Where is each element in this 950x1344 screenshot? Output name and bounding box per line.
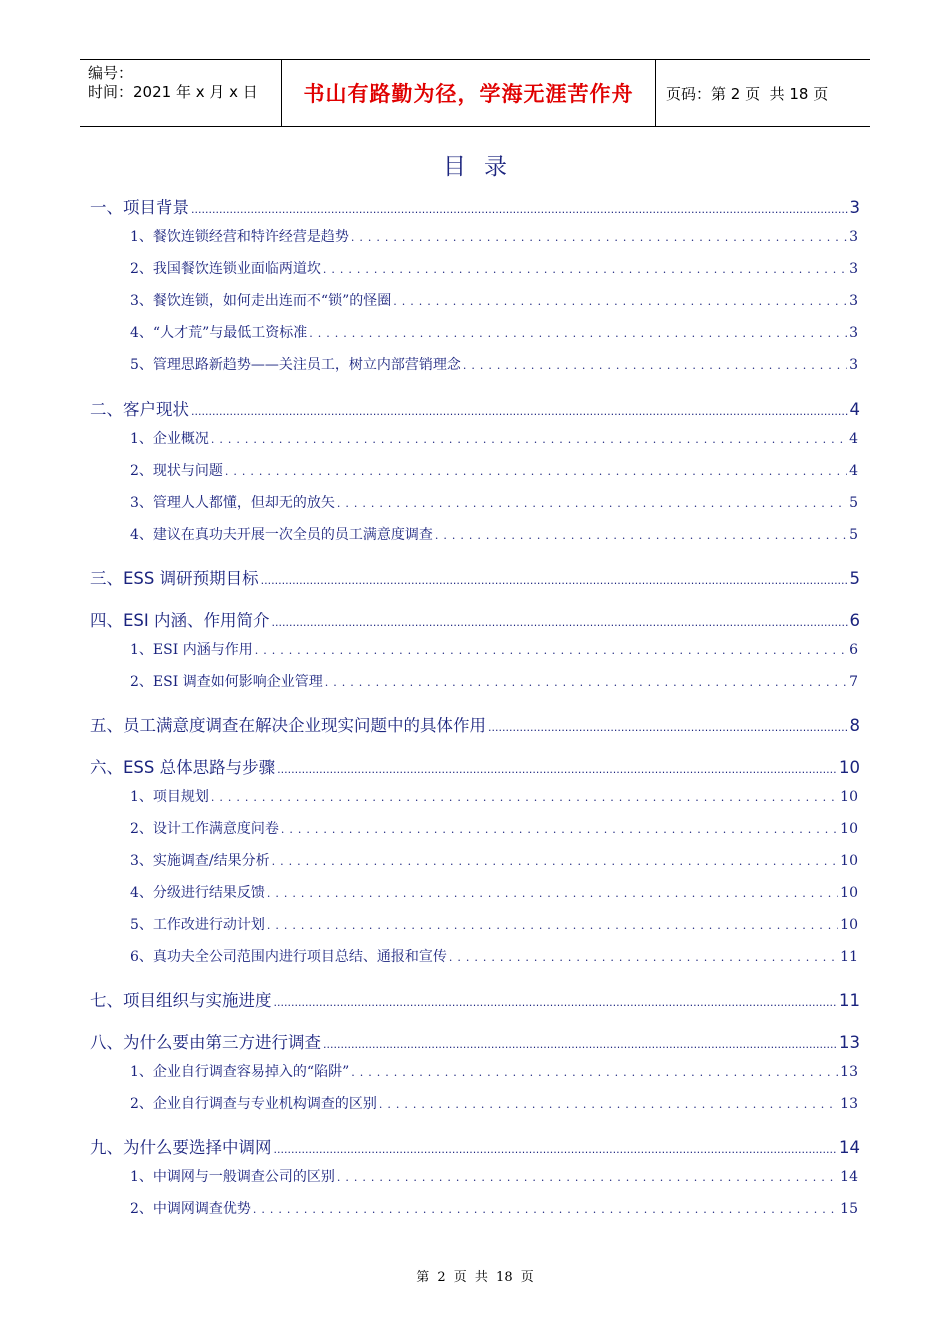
- toc-leader-dots: [272, 611, 848, 630]
- toc-entry-page: 5: [849, 494, 858, 511]
- toc-entry[interactable]: [90, 396, 860, 420]
- toc-leader-dots: [337, 495, 847, 511]
- toc-entry[interactable]: [130, 354, 858, 374]
- header-page-info-cell: [656, 60, 870, 126]
- toc-entry-page: 3: [849, 229, 858, 245]
- toc-leader-dots: [277, 758, 837, 777]
- toc-leader-dots: [463, 357, 847, 373]
- toc-entry-title: 1、ESI 内涵与作用: [130, 641, 253, 658]
- toc-entry-title: 2、现状与问题: [130, 462, 223, 479]
- toc-entry[interactable]: [90, 1029, 860, 1053]
- toc-leader-dots: [191, 400, 848, 419]
- document-date: 时间：2021 年 x 月 x 日: [88, 83, 258, 101]
- toc-entry[interactable]: [90, 607, 860, 631]
- toc-entry[interactable]: [130, 1166, 858, 1186]
- toc-entry-title: 2、我国餐饮连锁业面临两道坎: [130, 261, 321, 277]
- toc-entry-page: 13: [840, 1063, 858, 1080]
- toc-entry-title: 1、餐饮连锁经营和特许经营是趋势: [130, 229, 349, 245]
- toc-entry[interactable]: [90, 754, 860, 778]
- toc-leader-dots: [309, 325, 847, 341]
- toc-entry-page: 14: [840, 1169, 858, 1185]
- toc-entry-title: 4、“人才荒”与最低工资标准: [130, 325, 308, 341]
- toc-entry[interactable]: [90, 987, 860, 1011]
- toc-entry-title: 二、客户现状: [90, 399, 189, 419]
- toc-title: 目录: [443, 154, 525, 180]
- toc-entry-title: 2、中调网调查优势: [130, 1201, 251, 1217]
- toc-entry[interactable]: [90, 1134, 860, 1158]
- toc-entry-page: 13: [839, 1032, 860, 1052]
- toc-entry[interactable]: [130, 671, 858, 691]
- toc-entry[interactable]: [130, 882, 858, 902]
- toc-leader-dots: [325, 674, 847, 690]
- toc-leader-dots: [267, 917, 838, 933]
- toc-leader-dots: [393, 293, 847, 309]
- toc-entry-title: 2、企业自行调查与专业机构调查的区别: [130, 1095, 377, 1112]
- toc-entry-page: 13: [840, 1095, 858, 1112]
- toc-leader-dots: [255, 642, 847, 658]
- toc-entry-page: 6: [849, 641, 858, 658]
- toc-leader-dots: [323, 1033, 837, 1052]
- header-motto: 书山有路勤为径，学海无涯苦作舟: [282, 60, 656, 126]
- toc-entry-title: 九、为什么要选择中调网: [90, 1138, 272, 1157]
- toc-entry[interactable]: [90, 194, 860, 218]
- toc-entry-page: 10: [840, 820, 858, 837]
- toc-leader-dots: [274, 991, 838, 1010]
- toc-entry[interactable]: [130, 290, 858, 310]
- toc-entry-title: 2、ESI 调查如何影响企业管理: [130, 673, 323, 690]
- toc-leader-dots: [253, 1201, 838, 1217]
- toc-entry[interactable]: [130, 818, 858, 838]
- toc-leader-dots: [351, 1064, 838, 1080]
- toc-entry-title: 4、建议在真功夫开展一次全员的员工满意度调查: [130, 526, 433, 543]
- toc-entry-page: 3: [849, 198, 860, 217]
- toc-entry[interactable]: [130, 639, 858, 659]
- toc-entry-page: 4: [849, 399, 860, 419]
- toc-entry[interactable]: [130, 258, 858, 278]
- toc-leader-dots: [281, 821, 838, 837]
- toc-entry-page: 7: [849, 673, 858, 690]
- toc-leader-dots: [488, 716, 848, 735]
- toc-leader-dots: [351, 229, 847, 245]
- toc-entry-page: 10: [840, 852, 858, 869]
- toc-entry-title: 1、企业自行调查容易掉入的“陷阱”: [130, 1063, 350, 1080]
- toc-entry-page: 3: [849, 357, 858, 373]
- toc-entry-title: 2、设计工作满意度问卷: [130, 820, 279, 837]
- toc-entry-page: 15: [840, 1201, 858, 1217]
- toc-leader-dots: [449, 949, 838, 965]
- toc-entry[interactable]: [130, 914, 858, 934]
- toc-entry[interactable]: [130, 428, 858, 448]
- toc-entry-title: 3、餐饮连锁，如何走出连而不“锁”的怪圈: [130, 293, 392, 309]
- toc-leader-dots: [261, 569, 848, 588]
- toc-entry-page: 11: [839, 991, 860, 1010]
- toc-entry-title: 4、分级进行结果反馈: [130, 884, 265, 901]
- toc-entry-title: 六、ESS 总体思路与步骤: [90, 757, 276, 777]
- toc-entry-page: 10: [839, 757, 860, 777]
- toc-entry-title: 3、实施调查/结果分析: [130, 852, 270, 869]
- toc-entry[interactable]: [130, 1093, 858, 1113]
- toc-leader-dots: [211, 789, 838, 805]
- toc-entry-page: 6: [849, 610, 860, 630]
- toc-entry-title: 四、ESI 内涵、作用简介: [90, 610, 270, 630]
- header-left-cell: [80, 60, 282, 126]
- toc-entry-page: 14: [839, 1138, 860, 1157]
- toc-leader-dots: [323, 261, 847, 277]
- toc-leader-dots: [274, 1138, 838, 1157]
- toc-entry[interactable]: [90, 565, 860, 589]
- toc-entry[interactable]: [130, 1198, 858, 1218]
- toc-entry-title: 五、员工满意度调查在解决企业现实问题中的具体作用: [90, 716, 486, 735]
- toc-entry-page: 10: [840, 788, 858, 805]
- toc-entry-page: 5: [849, 569, 860, 588]
- toc-entry-page: 10: [840, 916, 858, 933]
- toc-entry-page: 8: [849, 716, 860, 735]
- toc-leader-dots: [272, 853, 839, 869]
- toc-leader-dots: [379, 1096, 838, 1112]
- toc-leader-dots: [191, 198, 848, 217]
- toc-leader-dots: [435, 527, 847, 543]
- toc-leader-dots: [225, 463, 847, 479]
- document-number-label: 编号：: [88, 64, 134, 82]
- toc-entry[interactable]: [130, 226, 858, 246]
- toc-entry-page: 4: [849, 462, 858, 479]
- toc-entry-page: 5: [849, 526, 858, 543]
- toc-entry-page: 3: [849, 293, 858, 309]
- toc-entry-page: 10: [840, 884, 858, 901]
- toc-entry-title: 1、企业概况: [130, 430, 209, 447]
- toc-entry-title: 6、真功夫全公司范围内进行项目总结、通报和宣传: [130, 948, 447, 965]
- toc-entry-page: 3: [849, 325, 858, 341]
- toc-entry-title: 1、项目规划: [130, 788, 209, 805]
- toc-leader-dots: [337, 1169, 838, 1185]
- toc-entry-title: 八、为什么要由第三方进行调查: [90, 1032, 321, 1052]
- page-header: [80, 59, 870, 127]
- toc-entry[interactable]: [130, 322, 858, 342]
- toc-entry[interactable]: [130, 492, 858, 512]
- toc-entry-title: 3、管理人人都懂，但却无的放矢: [130, 494, 335, 511]
- toc-entry-title: 5、工作改进行动计划: [130, 916, 265, 933]
- toc-entry[interactable]: [130, 1061, 858, 1081]
- toc-entry[interactable]: [130, 946, 858, 966]
- toc-entry[interactable]: [130, 524, 858, 544]
- toc-entry[interactable]: [130, 850, 858, 870]
- header-page-info: 页码：第 2 页 共 18 页: [666, 84, 829, 103]
- toc-entry-title: 三、ESS 调研预期目标: [90, 569, 259, 588]
- toc-entry-page: 11: [840, 948, 858, 965]
- toc-entry-page: 4: [849, 430, 858, 447]
- toc-entry-title: 5、管理思路新趋势——关注员工，树立内部营销理念: [130, 357, 461, 373]
- page-footer: 第 2 页 共 18 页: [416, 1270, 534, 1285]
- toc-entry-page: 3: [849, 261, 858, 277]
- toc-entry[interactable]: [90, 712, 860, 736]
- toc-leader-dots: [267, 885, 838, 901]
- toc-entry-title: 一、项目背景: [90, 198, 189, 217]
- toc-entry[interactable]: [130, 786, 858, 806]
- toc-entry-title: 1、中调网与一般调查公司的区别: [130, 1169, 335, 1185]
- toc-entry[interactable]: [130, 460, 858, 480]
- toc-entry-title: 七、项目组织与实施进度: [90, 991, 272, 1010]
- toc-leader-dots: [211, 431, 847, 447]
